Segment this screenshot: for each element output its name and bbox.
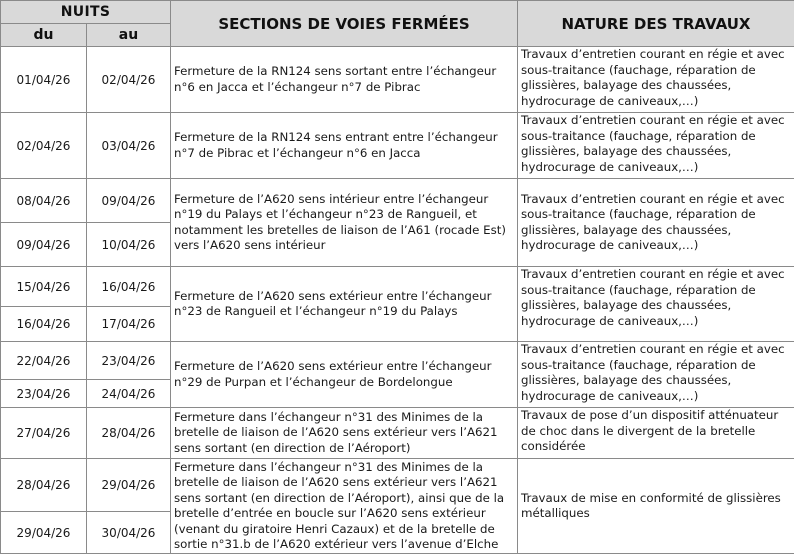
table-row bbox=[1, 459, 794, 512]
section-text: Fermeture de l’A620 sens extérieur entre l’échangeur n°29 de Purpan et l’échangeur de Bordelongue bbox=[171, 342, 518, 408]
table-row bbox=[1, 408, 794, 459]
section-text: Fermeture de la RN124 sens sortant entre l’échangeur n°6 en Jacca et l’échangeur n°7 de Pibrac bbox=[171, 47, 518, 113]
date-au: 24/04/26 bbox=[87, 380, 171, 408]
header-du: du bbox=[1, 24, 87, 47]
nature-text: Travaux d’entretien courant en régie et avec sous-traitance (fauchage, réparation de glissières, balayage des chaussées, hydrocurage de caniveaux,…) bbox=[518, 113, 794, 179]
date-du: 22/04/26 bbox=[1, 342, 87, 380]
date-du: 02/04/26 bbox=[1, 113, 87, 179]
table-row bbox=[1, 267, 794, 307]
nature-text: Travaux de pose d’un dispositif atténuateur de choc dans le divergent de la bretelle considérée bbox=[518, 408, 794, 459]
nature-text: Travaux d’entretien courant en régie et avec sous-traitance (fauchage, réparation de glissières, balayage des chaussées, hydrocurage de caniveaux,…) bbox=[518, 267, 794, 342]
nature-text: Travaux d’entretien courant en régie et avec sous-traitance (fauchage, réparation de glissières, balayage des chaussées, hydrocurage de caniveaux,…) bbox=[518, 179, 794, 267]
date-au: 16/04/26 bbox=[87, 267, 171, 307]
date-du: 29/04/26 bbox=[1, 512, 87, 554]
date-au: 03/04/26 bbox=[87, 113, 171, 179]
section-text: Fermeture de l’A620 sens extérieur entre l’échangeur n°23 de Rangueil et l’échangeur n°19 du Palays bbox=[171, 267, 518, 342]
date-au: 10/04/26 bbox=[87, 223, 171, 267]
header-nature: NATURE DES TRAVAUX bbox=[518, 1, 794, 47]
table-row bbox=[1, 179, 794, 223]
table-row bbox=[1, 47, 794, 113]
nature-text: Travaux d’entretien courant en régie et avec sous-traitance (fauchage, réparation de glissières, balayage des chaussées, hydrocurage de caniveaux,…) bbox=[518, 342, 794, 408]
date-au: 09/04/26 bbox=[87, 179, 171, 223]
header-au: au bbox=[87, 24, 171, 47]
header-nuits: NUITS bbox=[1, 1, 171, 24]
date-au: 17/04/26 bbox=[87, 307, 171, 342]
date-du: 01/04/26 bbox=[1, 47, 87, 113]
date-du: 09/04/26 bbox=[1, 223, 87, 267]
header-sections: SECTIONS DE VOIES FERMÉES bbox=[171, 1, 518, 47]
date-au: 29/04/26 bbox=[87, 459, 171, 512]
table-row bbox=[1, 342, 794, 380]
date-au: 02/04/26 bbox=[87, 47, 171, 113]
section-text: Fermeture de la RN124 sens entrant entre l’échangeur n°7 de Pibrac et l’échangeur n°6 en Jacca bbox=[171, 113, 518, 179]
nature-text: Travaux de mise en conformité de glissières métalliques bbox=[518, 459, 794, 554]
date-au: 28/04/26 bbox=[87, 408, 171, 459]
date-du: 28/04/26 bbox=[1, 459, 87, 512]
section-text: Fermeture dans l’échangeur n°31 des Minimes de la bretelle de liaison de l’A620 sens extérieur vers l’A621 sens sortant (en direction de l’Aéroport), ainsi que de la bretelle d’entrée en boucle sur l’A620 sens extérieur (venant du giratoire Henri Cazaux) et de la bretelle de sortie n°31.b de l’A620 extérieur vers l’avenue d’Elche bbox=[171, 459, 518, 554]
date-au: 30/04/26 bbox=[87, 512, 171, 554]
date-du: 08/04/26 bbox=[1, 179, 87, 223]
nature-text: Travaux d’entretien courant en régie et avec sous-traitance (fauchage, réparation de glissières, balayage des chaussées, hydrocurage de caniveaux,…) bbox=[518, 47, 794, 113]
date-du: 15/04/26 bbox=[1, 267, 87, 307]
section-text: Fermeture de l’A620 sens intérieur entre l’échangeur n°19 du Palays et l’échangeur n°23 de Rangueil, et notamment les bretelles de liaison de l’A61 (rocade Est) vers l’A620 sens intérieur bbox=[171, 179, 518, 267]
date-du: 27/04/26 bbox=[1, 408, 87, 459]
date-du: 23/04/26 bbox=[1, 380, 87, 408]
table-row bbox=[1, 113, 794, 179]
date-du: 16/04/26 bbox=[1, 307, 87, 342]
section-text: Fermeture dans l’échangeur n°31 des Minimes de la bretelle de liaison de l’A620 sens extérieur vers l’A621 sens sortant (en direction de l’Aéroport) bbox=[171, 408, 518, 459]
date-au: 23/04/26 bbox=[87, 342, 171, 380]
